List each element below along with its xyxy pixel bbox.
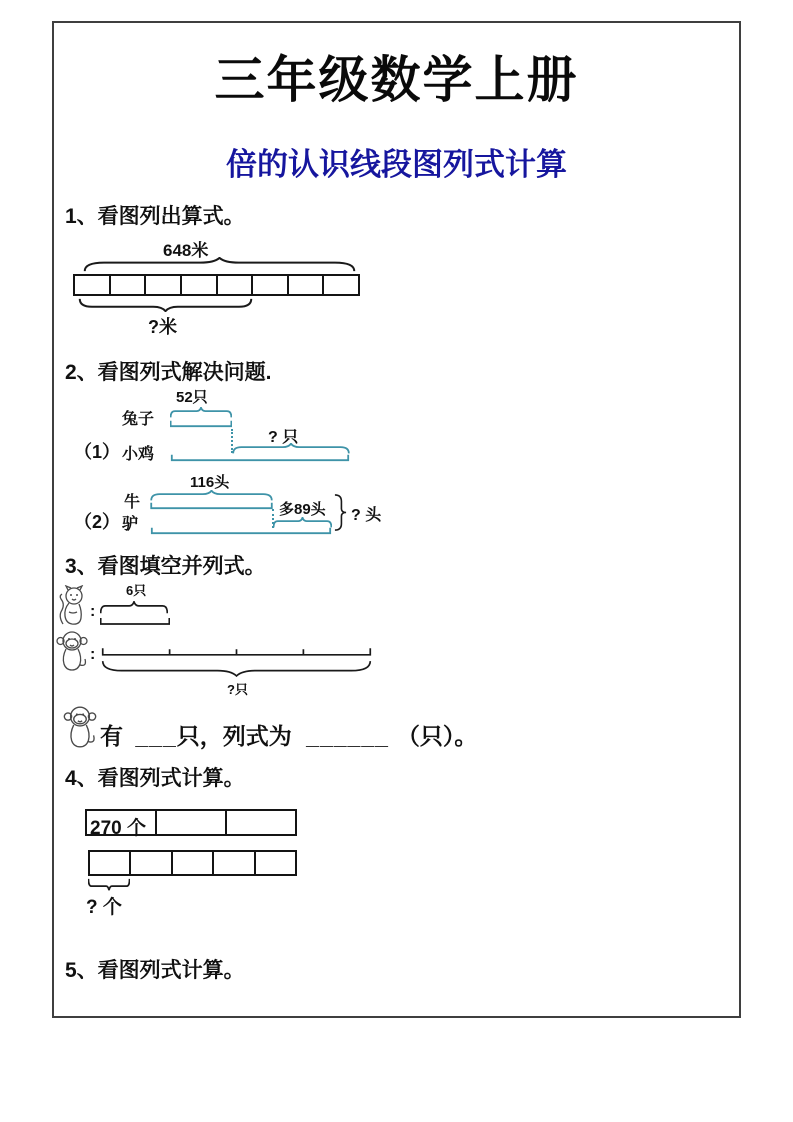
q2-part1-question-label: ? 只 [268, 429, 299, 446]
bar-cell [171, 852, 212, 874]
q1-segment-bar [73, 274, 360, 296]
q2-part1-top-value: 52只 [176, 389, 208, 406]
q2-part2-right-brace [334, 494, 347, 531]
q2-part1-bottom-line [170, 453, 350, 462]
q2-part1-top-line [170, 419, 232, 428]
q2-part2-more-label: 多89头 [279, 501, 326, 518]
bar-cell [212, 852, 253, 874]
q1-bottom-brace [78, 298, 253, 312]
bar-cell [225, 811, 295, 834]
monkey-icon [55, 629, 89, 673]
q2-part2-top-brace [150, 490, 273, 501]
q3-colon2: : [90, 646, 96, 663]
bar-cell [90, 852, 129, 874]
q2-part1-bottom-label: 小鸡 [122, 446, 155, 463]
q3-header: 3、看图填空并列式。 [65, 555, 266, 578]
bar-cell [129, 852, 170, 874]
q2-part2-bottom-line [150, 526, 332, 535]
q1-question-label: ?米 [148, 317, 177, 337]
q3-bottom-brace [100, 660, 373, 677]
q2-part1-index: （1） [74, 442, 121, 462]
q1-top-brace [82, 257, 357, 272]
q1-total-label: 648米 [163, 241, 209, 260]
page-title: 三年级数学上册 [214, 52, 579, 108]
q3-row1-line [100, 616, 170, 626]
q2-part1-top-brace [170, 407, 232, 418]
q4-header: 4、看图列式计算。 [65, 767, 245, 790]
bar-cell [216, 276, 252, 294]
squirrel-icon [56, 585, 88, 627]
page-subtitle: 倍的认识线段图列式计算 [226, 147, 567, 182]
q5-header: 5、看图列式计算。 [65, 959, 245, 982]
q4-bottom-brace [88, 878, 130, 891]
q4-question-label: ? 个 [86, 897, 122, 918]
bar-cell [254, 852, 295, 874]
q2-part2-top-value: 116头 [190, 474, 230, 491]
q2-part2-index: （2） [74, 512, 121, 532]
q3-question-label: ?只 [227, 682, 248, 697]
q2-part2-top-label: 牛 [124, 494, 141, 511]
q2-header: 2、看图列式解决问题. [65, 361, 272, 384]
q1-header: 1、看图列出算式。 [65, 205, 245, 228]
bar-cell [144, 276, 180, 294]
bar-cell [109, 276, 145, 294]
q2-part1-top-label: 兔子 [122, 411, 155, 428]
monkey-icon [62, 704, 98, 750]
bar-cell [251, 276, 287, 294]
q3-fill-sentence [100, 718, 477, 751]
bar-cell [155, 811, 225, 834]
q4-bottom-bar [88, 850, 297, 876]
bar-cell [287, 276, 323, 294]
fill-blank-long: ______ [306, 723, 389, 749]
bar-cell [180, 276, 216, 294]
fill-middle: 只，列式为 [176, 723, 292, 749]
q4-top-bar-label: 270 个 [90, 818, 146, 839]
bar-cell [322, 276, 358, 294]
q3-row1-brace [100, 601, 168, 614]
q2-part2-top-line [150, 501, 273, 510]
fill-prefix: 有 [100, 723, 123, 749]
q3-row1-value: 6只 [126, 583, 147, 598]
q3-colon1: : [90, 603, 96, 620]
bar-cell [75, 276, 109, 294]
q2-part2-question-label: ? 头 [351, 507, 382, 524]
q3-row2-line [100, 646, 373, 657]
fill-blank-short: ___ [135, 723, 177, 749]
q2-part2-bottom-label: 驴 [122, 516, 139, 533]
fill-suffix: （只）。 [396, 723, 478, 749]
